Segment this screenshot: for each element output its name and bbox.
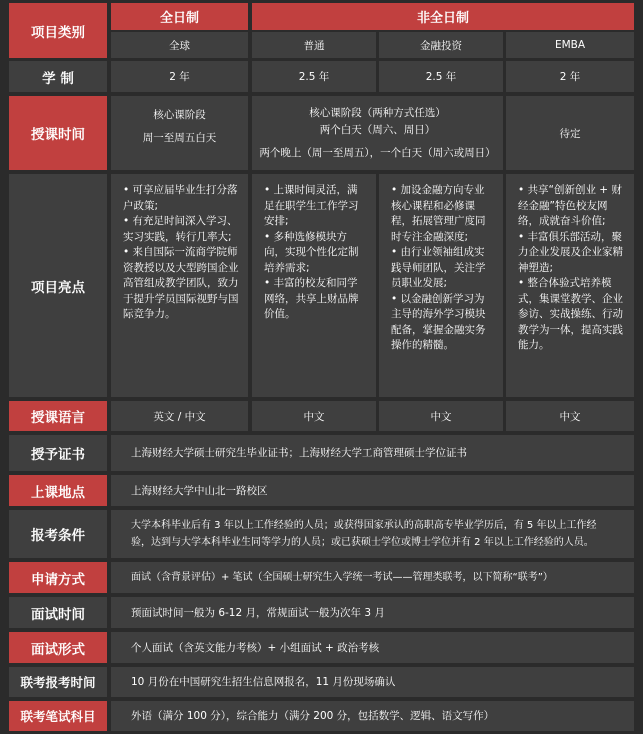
schedule-parttime <box>252 96 503 170</box>
highlights-label: 项目亮点 <box>9 174 107 397</box>
interview-time-value: 预面试时间一般为 6-12 月，常规面试一般为次年 3 月 <box>111 597 634 628</box>
requirements-line2: 验，达到与大学本科毕业生同等学力的人员；或已获硕士学位或博士学位并有 2 年以上工作经验的人员。 <box>131 537 594 548</box>
highlights-global <box>111 174 248 397</box>
duration-emba: 2 年 <box>506 61 634 92</box>
list-item: • 有充足时间深入学习、实习实践，转行几率大; <box>123 215 238 243</box>
language-emba: 中文 <box>506 401 634 431</box>
program-global: 全球 <box>111 32 248 58</box>
schedule-global-line2: 周一至周五白天 <box>142 132 217 144</box>
schedule-global <box>111 96 248 170</box>
parttime-header: 非全日制 <box>252 3 634 30</box>
list-item: • 加设金融方向专业核心课程和必修课程，拓展管理广度同时专注金融深度; <box>391 184 486 243</box>
highlights-regular <box>252 174 376 397</box>
location-label: 上课地点 <box>9 475 107 506</box>
location-value: 上海财经大学中山北一路校区 <box>111 475 634 506</box>
requirements-line1: 大学本科毕业后有 3 年以上工作经验的人员；或获得国家承认的高职高专毕业学历后，有 5 年以上工作经 <box>131 520 597 531</box>
list-item: • 丰富的校友和同学网络，共享上财品牌价值。 <box>264 277 359 320</box>
apply-method-value: 面试（含背景评估）+ 笔试（全国硕士研究生入学统一考试——管理类联考，以下简称“联考”） <box>111 562 634 593</box>
list-item: • 丰富俱乐部活动，聚力企业发展及企业家精神塑造; <box>518 230 623 274</box>
interview-form-label: 面试形式 <box>9 632 107 663</box>
language-label: 授课语言 <box>9 401 107 431</box>
exam-registration-value: 10 月份在中国研究生招生信息网报名，11 月份现场确认 <box>111 667 634 697</box>
list-item: • 整合体验式培养模式，集课堂教学、企业参访、实战操练、行动教学为一体，提高实践能力。 <box>518 277 623 351</box>
schedule-parttime-line1: 核心课阶段（两种方式任选） <box>309 107 446 119</box>
program-regular: 普通 <box>252 32 376 58</box>
list-item: • 由行业领袖组成实践导师团队，关注学员职业发展; <box>391 246 486 289</box>
program-emba: EMBA <box>506 32 634 58</box>
duration-global: 2 年 <box>111 61 248 92</box>
duration-finance: 2.5 年 <box>379 61 503 92</box>
exam-registration-label: 联考报考时间 <box>9 667 107 697</box>
program-finance: 金融投资 <box>379 32 503 58</box>
schedule-label: 授课时间 <box>9 96 107 170</box>
duration-regular: 2.5 年 <box>252 61 376 92</box>
exam-subjects-label: 联考笔试科目 <box>9 701 107 731</box>
schedule-global-line1: 核心课阶段 <box>153 109 206 121</box>
apply-method-label: 申请方式 <box>9 562 107 593</box>
schedule-parttime-line2: 两个白天（周六、周日） <box>319 124 436 136</box>
schedule-parttime-line3: 两个晚上（周一至周五），一个白天（周六或周日） <box>259 147 496 159</box>
list-item: • 上课时间灵活，满足在职学生工作学习安排; <box>264 184 359 227</box>
language-finance: 中文 <box>379 401 503 431</box>
fulltime-header: 全日制 <box>111 3 248 30</box>
requirements-label: 报考条件 <box>9 510 107 558</box>
list-item: • 来自国际一流商学院师资教授以及大型跨国企业高管组成教学团队，致力于提升学员国际视野与国际竞争力。 <box>123 246 239 320</box>
language-global: 英文 / 中文 <box>111 401 248 431</box>
interview-form-value: 个人面试（含英文能力考核）+ 小组面试 + 政治考核 <box>111 632 634 663</box>
list-item: • 可享应届毕业生打分落户政策; <box>123 184 238 212</box>
highlights-emba <box>506 174 634 397</box>
category-label: 项目类别 <box>9 3 107 58</box>
language-regular: 中文 <box>252 401 376 431</box>
schedule-emba: 待定 <box>506 96 634 170</box>
highlights-finance <box>379 174 503 397</box>
exam-subjects-value: 外语（满分 100 分），综合能力（满分 200 分，包括数学、逻辑、语文写作） <box>111 701 634 731</box>
list-item: • 多种选修模块方向，实现个性化定制培养需求; <box>264 230 359 274</box>
interview-time-label: 面试时间 <box>9 597 107 628</box>
list-item: • 以金融创新学习为主导的海外学习模块配备，掌握金融实务操作的精髓。 <box>391 292 486 351</box>
certificate-value: 上海财经大学硕士研究生毕业证书；上海财经大学工商管理硕士学位证书 <box>111 435 634 471</box>
certificate-label: 授予证书 <box>9 435 107 471</box>
duration-label: 学 制 <box>9 61 107 92</box>
list-item: • 共享“创新创业 + 财经金融”特色校友网络，成就奋斗价值; <box>518 184 622 227</box>
requirements-value <box>111 510 634 558</box>
